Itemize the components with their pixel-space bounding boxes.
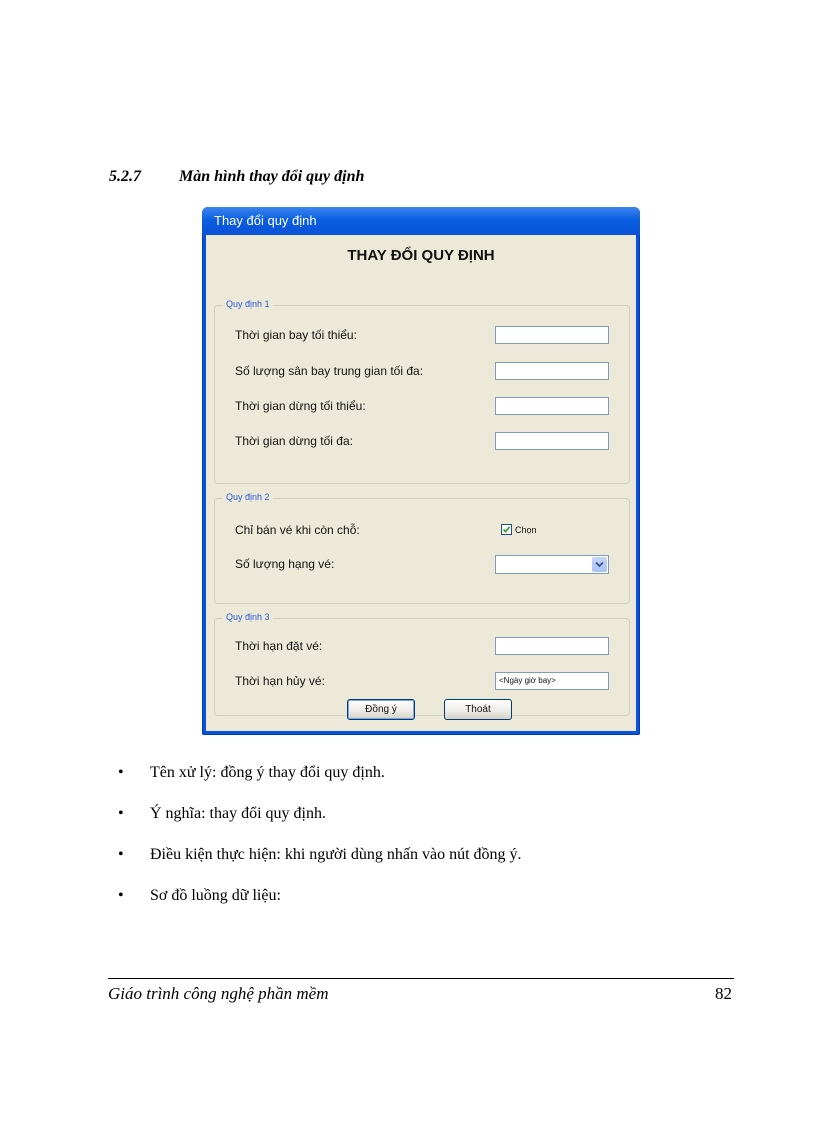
section-number: 5.2.7 — [109, 168, 141, 185]
group-rule-2 — [214, 492, 630, 604]
booking-deadline-input[interactable] — [495, 637, 609, 655]
window-title-bar[interactable]: Thay đổi quy định — [202, 207, 640, 235]
min-flight-time-label: Thời gian bay tối thiểu: — [235, 328, 357, 342]
exit-button[interactable]: Thoát — [444, 699, 512, 720]
group-rule-1 — [214, 299, 630, 484]
group-rule-1-legend: Quy định 1 — [223, 299, 273, 309]
section-title: Màn hình thay đổi quy định — [179, 168, 365, 185]
field-row-max-stopover-airports — [235, 362, 619, 382]
cancel-deadline-input[interactable]: <Ngày giờ bay> — [495, 672, 609, 690]
dialog-heading: THAY ĐỔI QUY ĐỊNH — [347, 247, 495, 264]
footer-page-number: 82 — [715, 984, 732, 1003]
max-stop-time-label: Thời gian dừng tối đa: — [235, 434, 353, 448]
booking-deadline-label: Thời hạn đặt vé: — [235, 639, 323, 653]
footer-divider — [108, 978, 734, 979]
check-mark-icon — [502, 525, 511, 534]
section-heading — [109, 168, 364, 186]
group-rule-3 — [214, 612, 630, 716]
group-rule-2-legend: Quy định 2 — [223, 492, 273, 502]
field-row-min-stop-time — [235, 397, 619, 417]
window-client-area — [206, 235, 636, 731]
field-row-max-stop-time — [235, 432, 619, 452]
field-row-min-flight-time — [235, 326, 619, 346]
field-row-cancel-deadline — [235, 672, 619, 692]
checkbox-row-sell-when-available — [235, 521, 619, 541]
bullet-icon: • — [118, 887, 124, 904]
min-stop-time-input[interactable] — [495, 397, 609, 415]
min-flight-time-input[interactable] — [495, 326, 609, 344]
max-stopover-airports-input[interactable] — [495, 362, 609, 380]
max-stop-time-input[interactable] — [495, 432, 609, 450]
cancel-deadline-label: Thời hạn hủy vé: — [235, 674, 325, 688]
chevron-down-icon — [595, 561, 604, 568]
ok-button[interactable]: Đồng ý — [347, 699, 415, 720]
bullet-icon: • — [118, 846, 124, 863]
checkbox-label: Chọn — [515, 524, 537, 535]
field-row-booking-deadline — [235, 637, 619, 657]
bullet-icon: • — [118, 805, 124, 822]
min-stop-time-label: Thời gian dừng tối thiểu: — [235, 399, 366, 413]
bullet-icon: • — [118, 764, 124, 781]
ticket-classes-label: Số lượng hạng vé: — [235, 557, 335, 571]
change-rules-window — [202, 207, 640, 735]
footer-book-title: Giáo trình công nghệ phần mềm — [108, 984, 329, 1003]
select-checkbox[interactable] — [501, 524, 537, 535]
select-row-ticket-classes — [235, 555, 619, 575]
max-stopover-airports-label: Số lượng sân bay trung gian tối đa: — [235, 364, 424, 378]
dropdown-arrow-button[interactable] — [592, 557, 607, 572]
checkbox-box[interactable] — [501, 524, 512, 535]
sell-when-available-label: Chỉ bán vé khi còn chỗ: — [235, 523, 360, 537]
group-rule-3-legend: Quy định 3 — [223, 612, 273, 622]
ticket-classes-dropdown[interactable] — [495, 555, 609, 574]
